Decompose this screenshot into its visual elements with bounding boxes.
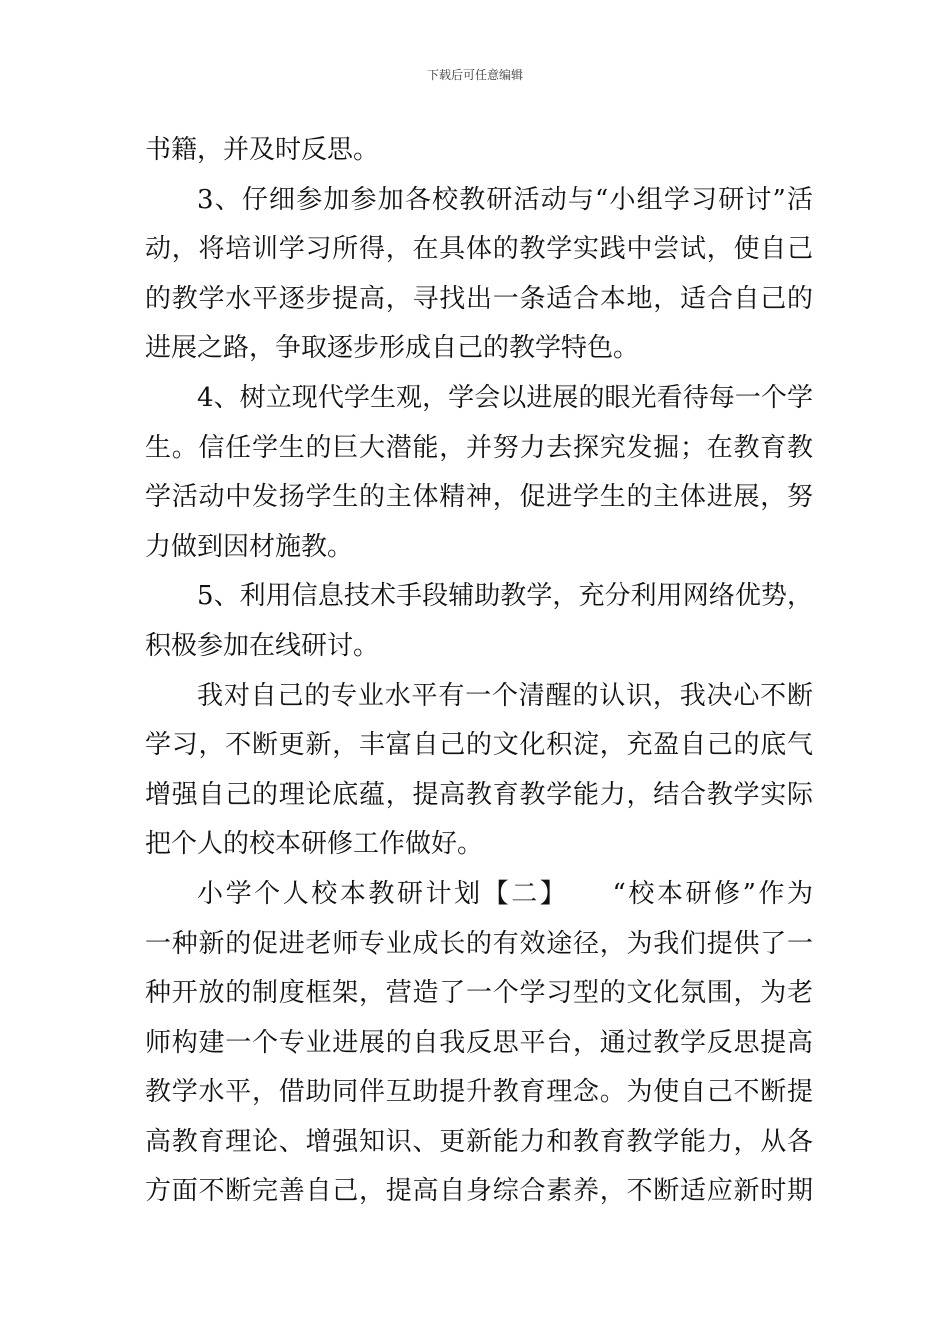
text-line: 学活动中发扬学生的主体精神，促进学生的主体进展，努 [145,482,813,513]
text-line: 师构建一个专业进展的自我反思平台，通过教学反思提高 [145,1027,813,1058]
text-line: 积极参加在线研讨。 [145,630,380,661]
text-line: 书籍，并及时反思。 [145,135,380,165]
text-line: 进展之路，争取逐步形成自己的教学特色。 [145,333,640,364]
text-line: 的教学水平逐步提高，寻找出一条适合本地，适合自己的 [145,283,813,314]
text-line: 一种新的促进老师专业成长的有效途径，为我们提供了一 [145,928,813,959]
text-line: 增强自己的理论底蕴，提高教育教学能力，结合教学实际 [145,779,813,810]
text-line: 把个人的校本研修工作做好。 [145,829,484,860]
text-line: 方面不断完善自己，提高自身综合素养，不断适应新时期 [145,1176,813,1207]
text-line: 4、树立现代学生观，学会以进展的眼光看待每一个学 [197,382,813,413]
text-line: 学习，不断更新，丰富自己的文化积淀，充盈自己的底气 [145,730,813,761]
text-line: 5、利用信息技术手段辅助教学，充分利用网络优势， [197,581,813,612]
document-body [145,126,813,1217]
page-header: 下载后可任意编辑 [426,68,523,82]
text-line: 教学水平，借助同伴互助提升教育理念。为使自己不断提 [145,1077,813,1108]
text-line: 动，将培训学习所得，在具体的教学实践中尝试，使自己 [145,234,813,265]
text-line: 高教育理论、增强知识、更新能力和教育教学能力，从各 [145,1126,813,1157]
text-line: 生。信任学生的巨大潜能，并努力去探究发掘；在教育教 [145,432,813,463]
text-line: 种开放的制度框架，营造了一个学习型的文化氛围，为老 [145,978,813,1009]
text-line: 我对自己的专业水平有一个清醒的认识，我决心不断 [197,680,813,711]
text-line: 3、仔细参加参加各校教研活动与“小组学习研讨”活 [197,184,813,215]
text-line: 力做到因材施教。 [145,531,354,562]
text-line: 小学个人校本教研计划【二】 “校本研修”作为 [197,878,813,909]
